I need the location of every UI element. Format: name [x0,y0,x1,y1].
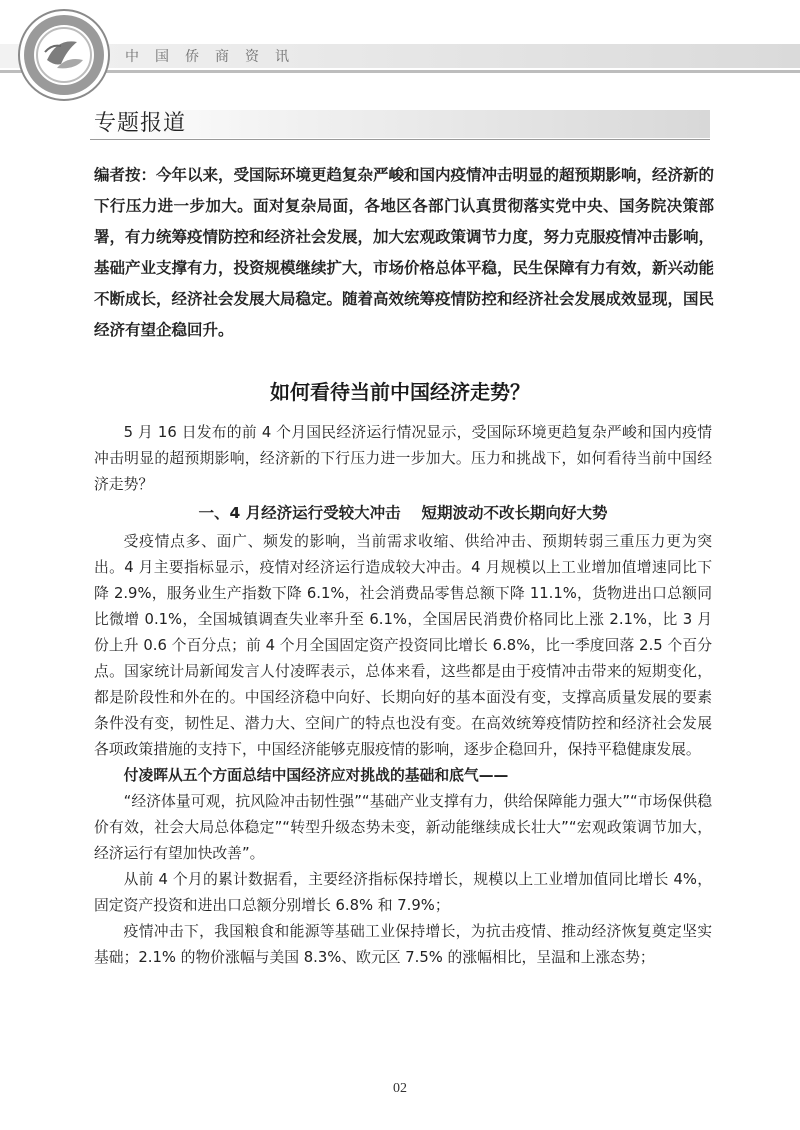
editor-note: 编者按：今年以来，受国际环境更趋复杂严峻和国内疫情冲击明显的超预期影响，经济新的下行压力进一步加大。面对复杂局面，各地区各部门认真贯彻落实党中央、国务院决策部署，有力统筹疫情防控和经济社会发展，加大宏观政策调节力度，努力克服疫情冲击影响，基础产业支撑有力，投资规模继续扩大，市场价格总体平稳，民生保障有力有效，新兴动能不断成长，经济社会发展大局稳定。随着高效统筹疫情防控和经济社会发展成效显现，国民经济有望企稳回升。 [94,166,715,339]
paragraph-five-aspects: 付凌晖从五个方面总结中国经济应对挑战的基础和底气—— [123,767,509,784]
section-title: 专题报道 [94,111,187,136]
subheading-1: 一、4 月经济运行受较大冲击 短期波动不改长期向好大势 [198,504,608,522]
page-number: 02 [393,1081,407,1096]
article-title: 如何看待当前中国经济走势？ [270,380,530,404]
header-divider [0,70,800,73]
paragraph-basic-industry: 疫情冲击下，我国粮食和能源等基础工业保持增长，为抗击疫情、推动经济恢复奠定坚实基础；2.1% 的物价涨幅与美国 8.3%、欧元区 7.5% 的涨幅相比，呈温和上涨态势； [94,923,712,966]
header-bar [0,44,800,68]
paragraph-quotes: “经济体量可观，抗风险冲击韧性强”“基础产业支撑有力，供给保障能力强大”“市场保供稳价有效，社会大局总体稳定”“转型升级态势未变，新动能继续成长壮大”“宏观政策调节加大，经济运行有望加快改善”。 [94,793,712,862]
paragraph-cumulative-data: 从前 4 个月的累计数据看，主要经济指标保持增长，规模以上工业增加值同比增长 4%，固定资产投资和进出口总额分别增长 6.8% 和 7.9%； [94,871,712,914]
paragraph-intro: 5 月 16 日发布的前 4 个月国民经济运行情况显示，受国际环境更趋复杂严峻和国内疫情冲击明显的超预期影响，经济新的下行压力进一步加大。压力和挑战下，如何看待当前中国经济走势？ [94,424,712,493]
header-title: 中国侨商资讯 [125,49,305,65]
article-body [94,420,712,971]
section-underline [90,139,710,140]
logo-icon [17,8,111,102]
paragraph-april-economy: 受疫情点多、面广、频发的影响，当前需求收缩、供给冲击、预期转弱三重压力更为突出。4 月主要指标显示，疫情对经济运行造成较大冲击。4 月规模以上工业增加值增速同比下降 2.9%，服务业生产指数下降 6.1%，社会消费品零售总额下降 11.1%，货物进出口总额同比微增 0.1%，全国城镇调查失业率升至 6.1%，全国居民消费价格同比上涨 2.1%，比 3 月份上升 0.6 个百分点；前 4 个月全国固定资产投资同比增长 6.8%，比一季度回落 2.5 个百分点。国家统计局新闻发言人付凌晖表示，总体来看，这些都是由于疫情冲击带来的短期变化，都是阶段性和外在的。中国经济稳中向好、长期向好的基本面没有变，支撑高质量发展的要素条件没有变，韧性足、潜力大、空间广的特点也没有变。在高效统筹疫情防控和经济社会发展各项政策措施的支持下，中国经济能够克服疫情的影响，逐步企稳回升，保持平稳健康发展。 [94,533,712,758]
